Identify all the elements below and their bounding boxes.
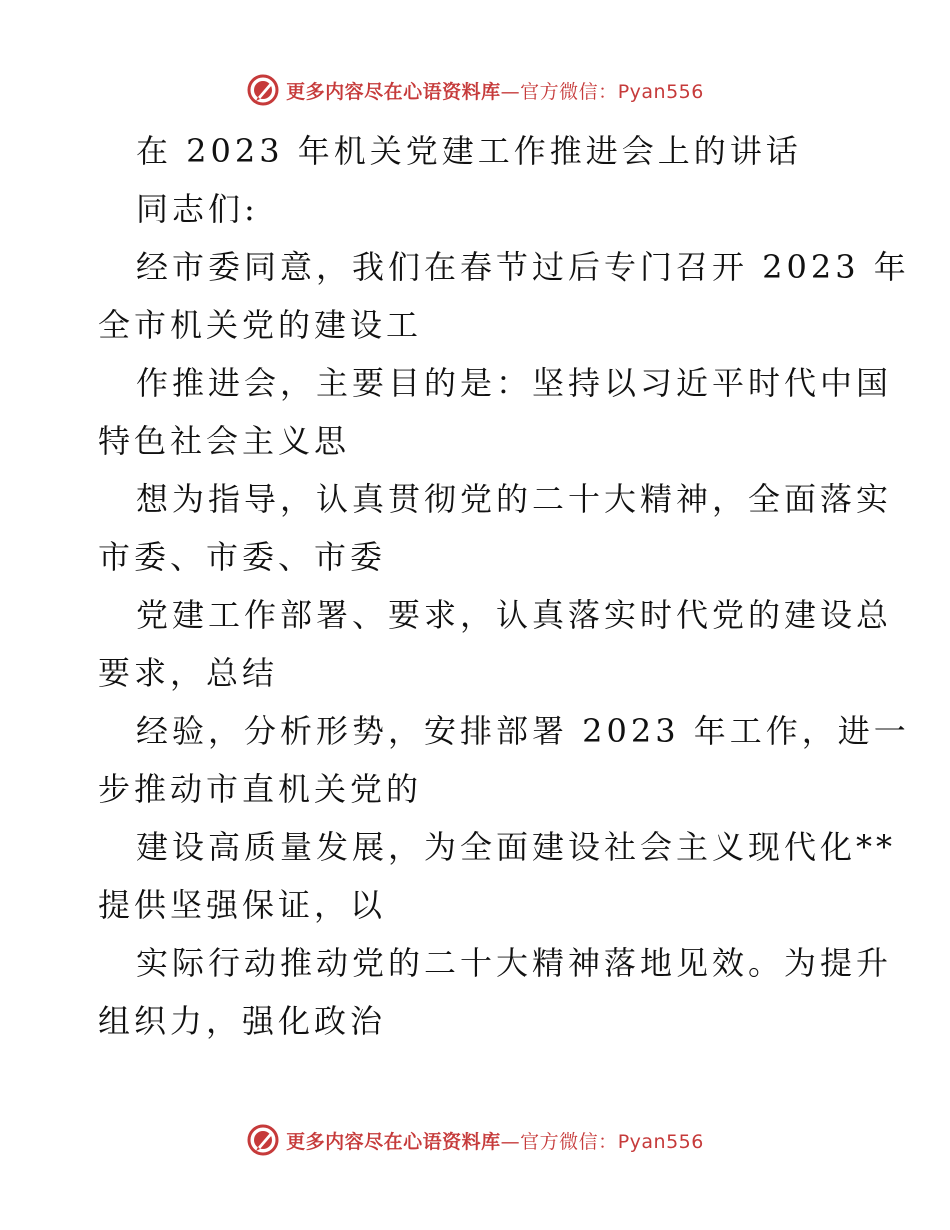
doc-line: 提供坚强保证，以 — [98, 886, 387, 924]
pen-logo-icon — [246, 73, 280, 107]
banner-dash: — — [500, 80, 521, 103]
doc-line: 经验，分析形势，安排部署 2023 年工作，进一 — [136, 712, 910, 750]
doc-line: 想为指导，认真贯彻党的二十大精神，全面落实 — [136, 480, 893, 518]
doc-line: 市委、市委、市委 — [98, 538, 387, 576]
header-banner — [0, 70, 950, 110]
doc-line: 建设高质量发展，为全面建设社会主义现代化** — [136, 828, 897, 866]
doc-line: 经市委同意，我们在春节过后专门召开 2023 年 — [136, 248, 910, 286]
banner-text — [286, 1127, 704, 1154]
footer-banner — [0, 1120, 950, 1160]
doc-title: 在 2023 年机关党建工作推进会上的讲话 — [136, 132, 802, 170]
doc-line: 步推动市直机关党的 — [98, 770, 423, 808]
doc-greeting: 同志们: — [136, 190, 259, 228]
pen-logo-icon — [246, 1123, 280, 1157]
banner-dash: — — [500, 1130, 521, 1153]
document-body — [98, 122, 910, 1050]
banner-sub-text: 官方微信： — [520, 1130, 618, 1153]
banner-wechat-id: Pyan556 — [617, 80, 704, 103]
doc-line: 党建工作部署、要求，认真落实时代党的建设总 — [136, 596, 893, 634]
banner-text — [286, 77, 704, 104]
doc-line: 实际行动推动党的二十大精神落地见效。为提升 — [136, 944, 893, 982]
doc-line: 特色社会主义思 — [98, 422, 351, 460]
doc-line: 要求，总结 — [98, 654, 279, 692]
doc-line: 全市机关党的建设工 — [98, 306, 423, 344]
banner-main-text: 更多内容尽在心语资料库 — [286, 1130, 501, 1153]
banner-main-text: 更多内容尽在心语资料库 — [286, 80, 501, 103]
banner-sub-text: 官方微信： — [520, 80, 618, 103]
doc-line: 组织力，强化政治 — [98, 1002, 387, 1040]
banner-wechat-id: Pyan556 — [617, 1130, 704, 1153]
doc-line: 作推进会，主要目的是：坚持以习近平时代中国 — [136, 364, 893, 402]
